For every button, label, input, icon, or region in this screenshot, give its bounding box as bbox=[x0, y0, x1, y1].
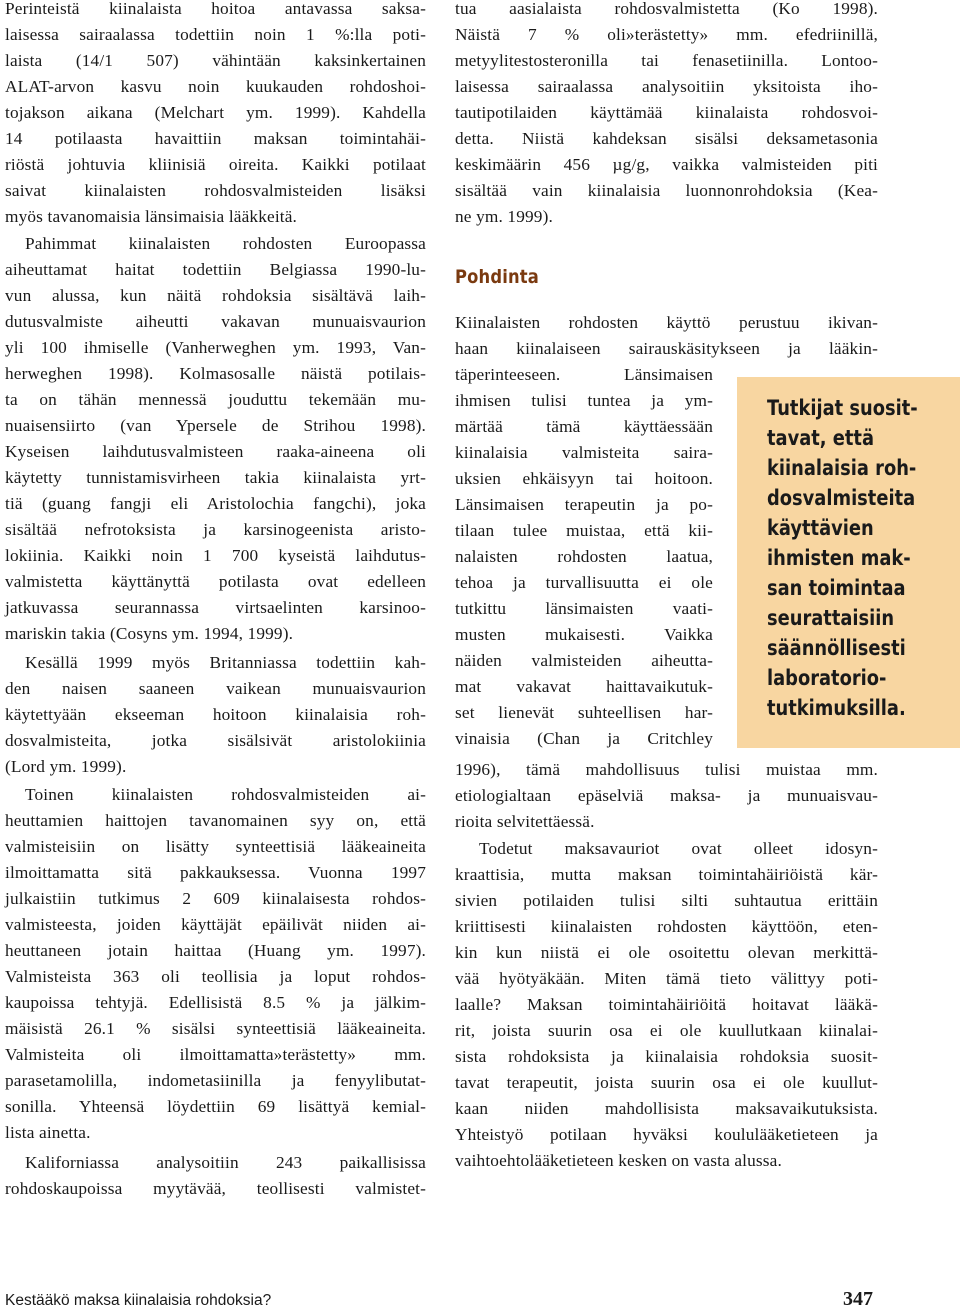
body-text-line: vaihtoehtolääketieteen kesken on vasta alussa. bbox=[455, 1151, 782, 1170]
body-text-line: nalaisten rohdosten laatua, bbox=[455, 547, 713, 566]
body-text-line: käytetty tunnistamisvirheen takia kiinalaista yrt- bbox=[5, 468, 426, 487]
body-text-line: julkaistiin tutkimus 2 609 kiinalaisesta rohdos- bbox=[5, 889, 426, 908]
pull-quote-line: tavat, että bbox=[767, 426, 875, 450]
body-text-line: sivien potilaiden tulisi silti suhtautua erittäin bbox=[455, 891, 878, 910]
body-text-line: käytettyään ekseeman hoitoon kiinalaisia roh- bbox=[5, 705, 426, 724]
body-text-line: rioita selvitettäessä. bbox=[455, 812, 595, 831]
page-number: 347 bbox=[843, 1288, 873, 1310]
body-text-line: mariskin takia (Cosyns ym. 1994, 1999). bbox=[5, 624, 294, 643]
body-text-line: märtää tämä käyttäessään bbox=[455, 417, 713, 436]
body-text-line: kaan niiden mahdollisista maksavaikutuksista. bbox=[455, 1099, 878, 1118]
body-text-line: Yhteistyö potilaan hyväksi koululääketieteen ja bbox=[455, 1125, 878, 1144]
body-text-line: dosvalmisteita, jotka sisälsivät aristolokiinia bbox=[5, 731, 426, 750]
paragraph-first-line: Todetut maksavauriot ovat olleet idosyn- bbox=[479, 839, 878, 858]
paragraph-first-line: Kesällä 1999 myös Britanniassa todettiin kah- bbox=[25, 653, 426, 672]
section-heading: Pohdinta bbox=[455, 266, 539, 288]
body-text-line: Valmisteista 363 oli teollisia ja loput rohdos- bbox=[5, 967, 426, 986]
pull-quote-line: käyttävien bbox=[767, 516, 874, 540]
pull-quote-line: laboratorio- bbox=[767, 666, 887, 690]
body-text-line: uksien ehkäisyyn tai hoitoon. bbox=[455, 469, 713, 488]
body-text-line: tua aasialaista rohdosvalmistetta (Ko 1998). bbox=[455, 0, 878, 18]
pull-quote-line: dosvalmisteita bbox=[767, 486, 916, 510]
body-text-line: musten mukaisesti. Vaikka bbox=[455, 625, 713, 644]
body-text-line: vinaisia (Chan ja Critchley bbox=[455, 729, 713, 748]
body-text-line: ilmoittamatta sitä pakkauksessa. Vuonna 1997 bbox=[5, 863, 426, 882]
body-text-line: 14 potilaasta havaittiin maksan toimintahäi- bbox=[5, 129, 426, 148]
body-text-line: näiden valmisteiden aiheutta- bbox=[455, 651, 713, 670]
body-text-line: laalle? Maksan toimintahäiriöitä hoitavat lääkä- bbox=[455, 995, 878, 1014]
body-text-line: Kiinalaisten rohdosten käyttö perustuu ikivan- bbox=[455, 313, 878, 332]
body-text-line: saivat kiinalaisten rohdosvalmisteiden lisäksi bbox=[5, 181, 426, 200]
pull-quote-line: san toimintaa bbox=[767, 576, 906, 600]
body-text-line: lokiinia. Kaikki noin 1 700 kyseistä laihdutus- bbox=[5, 546, 426, 565]
body-text-line: tehoa ja turvallisuutta ei ole bbox=[455, 573, 713, 592]
body-text-line: heuttamien haittojen tavanomainen syy on, että bbox=[5, 811, 426, 830]
body-text-line: valmistetta käyttänyttä potilasta ovat edelleen bbox=[5, 572, 426, 591]
paragraph-first-line: Toinen kiinalaisten rohdosvalmisteiden ai- bbox=[25, 785, 426, 804]
body-text-line: tautipotilaiden käyttämää kiinalaista rohdosvoi- bbox=[455, 103, 878, 122]
body-text-line: mäisistä 26.1 % sisälsi synteettisiä lääkeaineita. bbox=[5, 1019, 426, 1038]
body-text-line: jatkuvassa seurannassa virtsaelinten karsinoo- bbox=[5, 598, 426, 617]
running-footer-title: Kestääkö maksa kiinalaisia rohdoksia? bbox=[5, 1292, 272, 1309]
body-text-line: ihmisen tulisi tuntea ja ym- bbox=[455, 391, 713, 410]
pull-quote-line: ihmisten mak- bbox=[767, 546, 911, 570]
body-text-line: dutusvalmiste aiheutti vakavan munuaisvaurion bbox=[5, 312, 426, 331]
body-text-line: täperinteeseen. Länsimaisen bbox=[455, 365, 713, 384]
body-text-line: nuaisensiirto (van Ypersele de Strihou 1998). bbox=[5, 416, 426, 435]
body-text-line: kriittisesti kiinalaisten rohdosten käyttöön, eten- bbox=[455, 917, 878, 936]
body-text-line: rit, joista suurin osa ei ole kuullutkaan kiinalai- bbox=[455, 1021, 878, 1040]
body-text-line: laisessa sairaalassa analysoitiin yksitoista iho- bbox=[455, 77, 878, 96]
body-text-line: Näistä 7 % oli»terästetty» mm. efedriinillä, bbox=[455, 25, 878, 44]
body-text-line: ALAT-arvon kasvu noin kuukauden rohdoshoi- bbox=[5, 77, 426, 96]
body-text-line: sisältää nefrotoksista ja karsinogeenista aristo- bbox=[5, 520, 426, 539]
body-text-line: etiologialtaan epäselviä maksa- ja munuaisvau- bbox=[455, 786, 878, 805]
body-text-line: Perinteistä kiinalaista hoitoa antavassa saksa- bbox=[5, 0, 426, 18]
pull-quote-line: säännöllisesti bbox=[767, 636, 906, 660]
body-text-line: vun alussa, kun näitä rohdoksia sisältävä laih- bbox=[5, 286, 426, 305]
body-text-line: tiä (guang fangji eli Aristolochia fangchi), joka bbox=[5, 494, 426, 513]
body-text-line: riöstä johtuvia kliinisiä oireita. Kaikki potilaat bbox=[5, 155, 426, 174]
body-text-line: metyylitestosteronilla tai fenasetiinilla. Lontoo- bbox=[455, 51, 878, 70]
body-text-line: Länsimaisen terapeutin ja po- bbox=[455, 495, 713, 514]
body-text-line: ta on tähän mennessä jouduttu tekemään mu- bbox=[5, 390, 426, 409]
body-text-line: heuttaneen jotain haittaa (Huang ym. 1997). bbox=[5, 941, 426, 960]
body-text-line: haan kiinalaiseen sairauskäsitykseen ja lääkin- bbox=[455, 339, 878, 358]
body-text-line: herweghen 1998). Kolmasosalle näistä potilais- bbox=[5, 364, 426, 383]
body-text-line: yli 100 ihmiselle (Vanherweghen ym. 1993, Van- bbox=[5, 338, 426, 357]
body-text-line: laista (14/1 507) vähintään kaksinkertainen bbox=[5, 51, 426, 70]
pull-quote-line: tutkimuksilla. bbox=[767, 696, 906, 720]
body-text-line: Kyseisen laihdutusvalmisteen raaka-aineena oli bbox=[5, 442, 426, 461]
body-text-line: tilaan tulee muistaa, että kii- bbox=[455, 521, 713, 540]
body-text-line: keskimäärin 456 µg/g, vaikka valmisteiden piti bbox=[455, 155, 878, 174]
body-text-line: vää hyötyäkään. Miten tämä tieto välittyy poti- bbox=[455, 969, 878, 988]
body-text-line: lista ainetta. bbox=[5, 1123, 91, 1142]
body-text-line: tavat terapeutit, joista suurin osa ei ole kuullut- bbox=[455, 1073, 878, 1092]
body-text-line: Valmisteita oli ilmoittamatta»terästetty» mm. bbox=[5, 1045, 426, 1064]
body-text-line: kiinalaisia valmisteita saira- bbox=[455, 443, 713, 462]
body-text-line: den naisen saaneen vaikean munuaisvaurion bbox=[5, 679, 426, 698]
body-text-line: valmisteesta, joiden käyttäjät epäilivät niiden ai- bbox=[5, 915, 426, 934]
body-text-line: tutkittu länsimaisten vaati- bbox=[455, 599, 713, 618]
body-text-line: sonilla. Yhteensä löydettiin 69 lisättyä kemial- bbox=[5, 1097, 426, 1116]
body-text-line: sista rohdoksista ja kiinalaisia rohdoksia suosit- bbox=[455, 1047, 878, 1066]
body-text-line: tojakson aikana (Melchart ym. 1999). Kahdella bbox=[5, 103, 426, 122]
pull-quote-line: Tutkijat suosit- bbox=[767, 396, 918, 420]
body-text-line: 1996), tämä mahdollisuus tulisi muistaa mm. bbox=[455, 760, 878, 779]
body-text-line: aiheuttamat haitat todettiin Belgiassa 1990-lu- bbox=[5, 260, 426, 279]
body-text-line: mat vakavat haittavaikutuk- bbox=[455, 677, 713, 696]
body-text-line: kraattisia, mutta maksan toimintahäiriöistä kär- bbox=[455, 865, 878, 884]
pull-quote-line: kiinalaisia roh- bbox=[767, 456, 917, 480]
body-text-line: set lienevät suhteellisen har- bbox=[455, 703, 713, 722]
paragraph-first-line: Pahimmat kiinalaisten rohdosten Euroopassa bbox=[25, 234, 426, 253]
body-text-line: myös tavanomaisia länsimaisia lääkkeitä. bbox=[5, 207, 298, 226]
body-text-line: rohdoskaupoissa myytävää, teollisesti valmistet- bbox=[5, 1179, 426, 1198]
body-text-line: kaupoissa tehtyjä. Edellisistä 8.5 % ja jälkim- bbox=[5, 993, 426, 1012]
pull-quote-box bbox=[737, 377, 960, 748]
body-text-line: sisältää vain kiinalaisia luonnonrohdoksia (Kea- bbox=[455, 181, 878, 200]
body-text-line: parasetamolilla, indometasiinilla ja fenyylibutat- bbox=[5, 1071, 426, 1090]
pull-quote-line: seurattaisiin bbox=[767, 606, 895, 630]
body-text-line: kin kun niistä ei ole osoitettu olevan merkittä- bbox=[455, 943, 878, 962]
body-text-line: detta. Niistä kahdeksan sisälsi deksametasonia bbox=[455, 129, 878, 148]
paragraph-first-line: Kaliforniassa analysoitiin 243 paikallisissa bbox=[25, 1153, 426, 1172]
body-text-line: ne ym. 1999). bbox=[455, 207, 553, 226]
body-text-line: laisessa sairaalassa todettiin noin 1 %:lla poti- bbox=[5, 25, 426, 44]
body-text-line: (Lord ym. 1999). bbox=[5, 757, 127, 776]
body-text-line: valmisteisiin on lisätty synteettisiä lääkeaineita bbox=[5, 837, 426, 856]
